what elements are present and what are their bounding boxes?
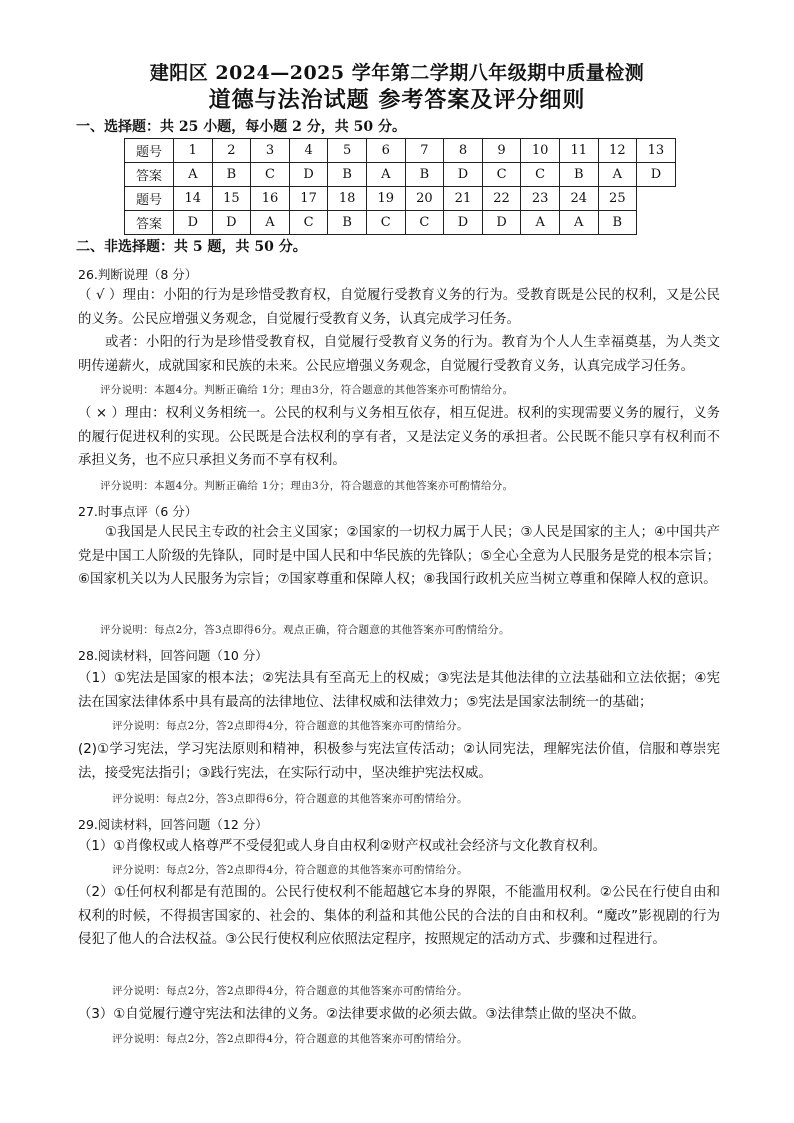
q28-scoring-note-1: 评分说明：每点2分，答2点即得4分，符合题意的其他答案亦可酌情给分。 (112, 720, 468, 732)
question-number: 1 (174, 139, 213, 163)
answer-cell: A (559, 211, 598, 235)
answer-cell: C (482, 163, 521, 187)
q26-paragraph: （ √ ）理由：小阳的行为是珍惜受教育权，自觉履行受教育义务的行为。受教育既是公民的权利，又是公民的义务。公民应增强义务观念，自觉履行受教育义务，认真完成学习任务。 (78, 288, 720, 327)
answer-cell: B (328, 163, 367, 187)
q27-title: 27.时事点评（6 分） (78, 504, 198, 519)
question-number: 19 (366, 187, 405, 211)
question-number: 20 (405, 187, 444, 211)
answer-cell: A (598, 163, 637, 187)
empty-cell (637, 187, 676, 235)
q26-title: 26.判断说理（8 分） (78, 267, 198, 282)
answer-cell: D (444, 211, 483, 235)
question-number: 10 (521, 139, 560, 163)
q29-answer-2 (78, 881, 720, 952)
question-number: 23 (521, 187, 560, 211)
question-number: 24 (559, 187, 598, 211)
question-number: 11 (559, 139, 598, 163)
table-row-numbers-1 (125, 139, 676, 163)
question-number: 12 (598, 139, 637, 163)
q28-answer-1 (78, 667, 720, 714)
q27-answer (78, 521, 720, 592)
q26-paragraph: （ × ）理由：权利义务相统一。公民的权利与义务相互依存，相互促进。权利的实现需要义务的履行，义务的履行促进权利的实现。公民既是合法权利的享有者，又是法定义务的承担者。公民既不能只享有权利而不承担义务，也不应只承担义务而不享有权利。 (78, 406, 720, 469)
question-number: 17 (289, 187, 328, 211)
answer-cell: C (366, 211, 405, 235)
answer-cell: B (212, 163, 251, 187)
table-row-answers-2 (125, 211, 676, 235)
table-row-answers-1 (125, 163, 676, 187)
q29-paragraph: （3）①自觉履行遵守宪法和法律的义务。②法律要求做的必须去做。③法律禁止做的坚决不做。 (78, 1007, 645, 1022)
answer-cell: A (366, 163, 405, 187)
question-number: 14 (174, 187, 213, 211)
section1-heading: 一、选择题：共 25 小题，每小题 2 分，共 50 分。 (76, 119, 406, 135)
answer-cell: D (482, 211, 521, 235)
q28-answer-2 (78, 738, 720, 785)
question-number: 13 (637, 139, 676, 163)
question-number: 9 (482, 139, 521, 163)
answer-cell: C (251, 163, 290, 187)
q28-paragraph: （1）①宪法是国家的根本法；②宪法具有至高无上的权威；③宪法是其他法律的立法基础和立法依据；④宪法在国家法律体系中具有最高的法律地位、法律权威和法律效力；⑤宪法是国家法制统一的基础； (78, 671, 720, 710)
q29-title: 29.阅读材料，回答问题（12 分） (78, 817, 268, 832)
question-number: 6 (366, 139, 405, 163)
q28-title: 28.阅读材料，回答问题（10 分） (78, 648, 268, 663)
q29-answer-1 (78, 835, 720, 859)
row-label-answer: 答案 (125, 163, 174, 187)
table-row-numbers-2 (125, 187, 676, 211)
q26-answer-true (78, 284, 720, 331)
answer-cell: D (174, 211, 213, 235)
q29-paragraph: （1）①肖像权或人格尊严不受侵犯或人身自由权利②财产权或社会经济与文化教育权利。 (78, 839, 606, 854)
answer-cell: B (559, 163, 598, 187)
q26-answer-false (78, 402, 720, 473)
question-number: 4 (289, 139, 328, 163)
q29-scoring-note-3: 评分说明：每点2分，答2点即得4分，符合题意的其他答案亦可酌情给分。 (112, 1033, 468, 1045)
answer-cell: B (405, 163, 444, 187)
document-subtitle: 道德与法治试题 参考答案及评分细则 (208, 87, 586, 113)
section2-heading: 二、非选择题：共 5 题，共 50 分。 (76, 239, 307, 255)
q29-paragraph: （2）①任何权利都是有范围的。公民行使权利不能超越它本身的界限，不能滥用权利。②公民在行使自由和权利的时候，不得损害国家的、社会的、集体的利益和其他公民的合法的自由和权利。“魔改”影视剧的行为侵犯了他人的合法权益。③公民行使权利应依照法定程序，按照规定的活动方式、步骤和过程进行。 (78, 885, 720, 948)
q28-paragraph: (2)①学习宪法，学习宪法原则和精神，积极参与宪法宣传活动；②认同宪法，理解宪法价值，信服和尊崇宪法，接受宪法指引；③践行宪法，在实际行动中，坚决维护宪法权威。 (78, 742, 720, 781)
answer-cell: A (174, 163, 213, 187)
q27-scoring-note: 评分说明：每点2分，答3点即得6分。观点正确，符合题意的其他答案亦可酌情给分。 (100, 624, 510, 636)
q29-answer-3 (78, 1003, 720, 1027)
question-number: 21 (444, 187, 483, 211)
answer-cell: A (251, 211, 290, 235)
question-number: 22 (482, 187, 521, 211)
row-label-question: 题号 (125, 187, 174, 211)
question-number: 3 (251, 139, 290, 163)
document-title: 建阳区 2024—2025 学年第二学期八年级期中质量检测 (149, 62, 645, 84)
q26-answer-alt (78, 331, 720, 378)
answer-cell: C (289, 211, 328, 235)
answer-cell: D (637, 163, 676, 187)
question-number: 25 (598, 187, 637, 211)
row-label-answer: 答案 (125, 211, 174, 235)
question-number: 5 (328, 139, 367, 163)
q26-paragraph: 或者：小阳的行为是珍惜受教育权，自觉履行受教育义务的行为。教育为个人人生幸福奠基，为人类文明传递薪火，成就国家和民族的未来。公民应增强义务观念，自觉履行受教育义务，认真完成学习任务。 (78, 335, 720, 374)
answer-cell: D (444, 163, 483, 187)
q27-paragraph: ①我国是人民民主专政的社会主义国家；②国家的一切权力属于人民；③人民是国家的主人；④中国共产党是中国工人阶级的先锋队，同时是中国人民和中华民族的先锋队；⑤全心全意为人民服务是党的根本宗旨；⑥国家机关以为人民服务为宗旨；⑦国家尊重和保障人权；⑧我国行政机关应当树立尊重和保障人权的意识。 (78, 525, 720, 588)
question-number: 18 (328, 187, 367, 211)
q26-scoring-note-1: 评分说明：本题4分。判断正确给 1分；理由3分，符合题意的其他答案亦可酌情给分。 (100, 384, 514, 396)
question-number: 7 (405, 139, 444, 163)
answer-cell: D (289, 163, 328, 187)
question-number: 2 (212, 139, 251, 163)
row-label-question: 题号 (125, 139, 174, 163)
answer-cell: D (212, 211, 251, 235)
answer-cell: A (521, 211, 560, 235)
q29-scoring-note-2: 评分说明：每点2分，答2点即得4分，符合题意的其他答案亦可酌情给分。 (112, 985, 468, 997)
q26-scoring-note-2: 评分说明：本题4分。判断正确给 1分；理由3分，符合题意的其他答案亦可酌情给分。 (100, 480, 514, 492)
q28-scoring-note-2: 评分说明：每点2分，答3点即得6分，符合题意的其他答案亦可酌情给分。 (112, 793, 468, 805)
answer-cell: C (521, 163, 560, 187)
answer-cell: B (328, 211, 367, 235)
question-number: 8 (444, 139, 483, 163)
question-number: 16 (251, 187, 290, 211)
answer-table (124, 138, 676, 235)
answer-cell: B (598, 211, 637, 235)
q29-scoring-note-1: 评分说明：每点2分，答2点即得4分，符合题意的其他答案亦可酌情给分。 (112, 864, 468, 876)
question-number: 15 (212, 187, 251, 211)
answer-cell: C (405, 211, 444, 235)
